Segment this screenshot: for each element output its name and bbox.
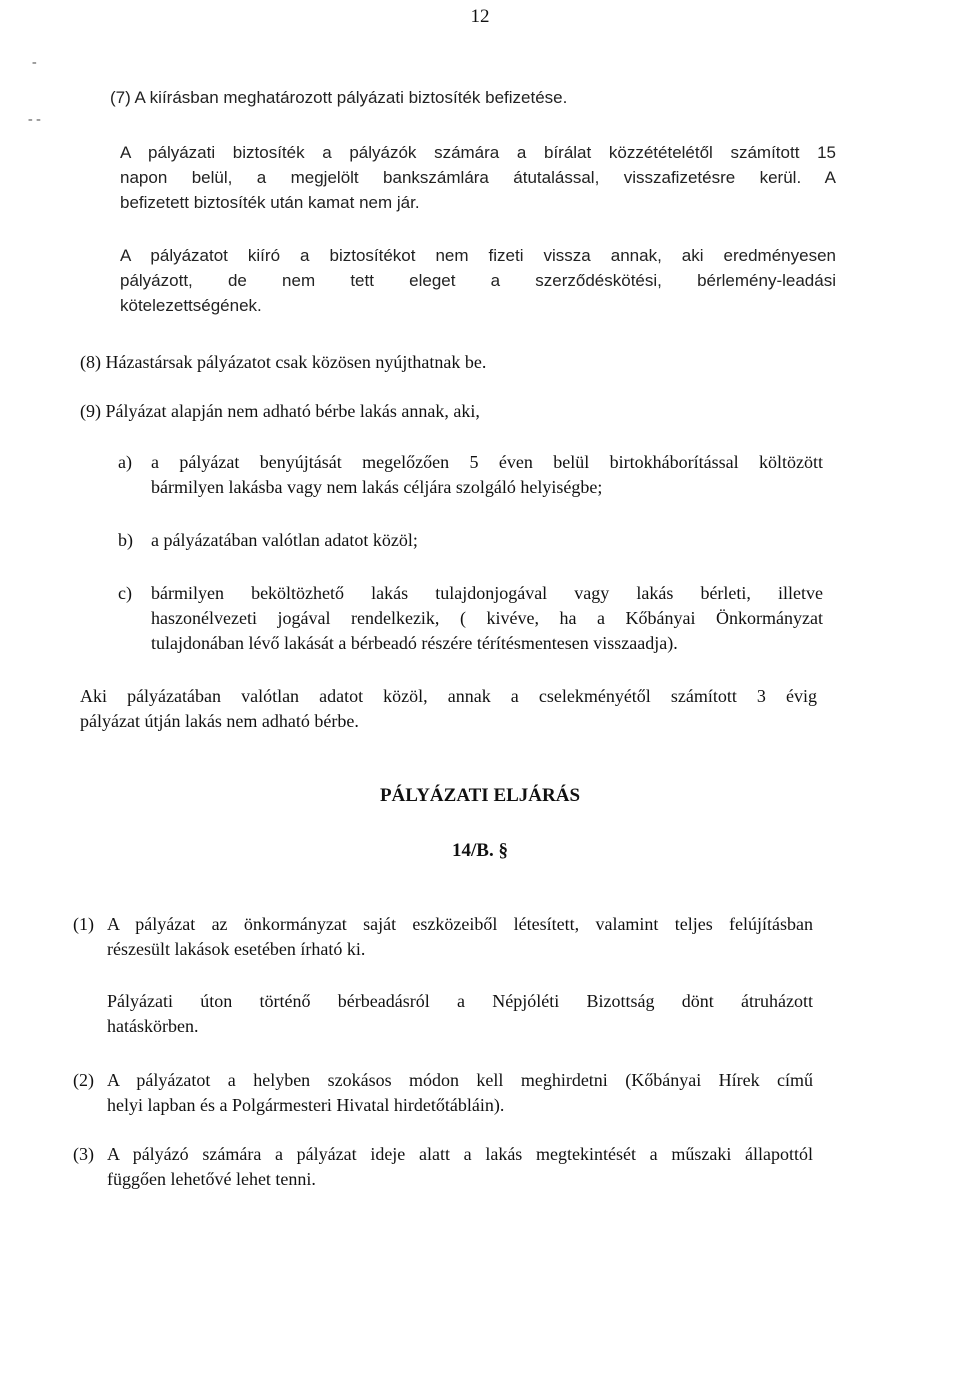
paragraph-8: (8) Házastársak pályázatot csak közösen nyújthatnak be. [80,352,487,372]
text-line: hatáskörben. [107,1016,199,1036]
text-line: A pályázati biztosíték a pályázók számára a bírálat közzétételétől számított 15 [120,143,836,162]
text-line: részesült lakások esetében írható ki. [107,939,366,959]
text-line: függően lehetővé lehet tenni. [107,1169,316,1189]
paragraph-7-title: (7) A kiírásban meghatározott pályázati biztosíték befizetése. [110,88,568,107]
item-c-text [151,581,823,656]
paragraph-7-text [120,140,836,215]
text-line: Pályázati úton történő bérbeadásról a Népjóléti Bizottság dönt átruházott [107,991,813,1011]
item-b-text: a pályázatában valótlan adatot közöl; [151,530,418,550]
item-c-label: c) [118,583,132,603]
section-number: 14/B. § [452,840,508,861]
text-line: bármilyen lakásba vagy nem lakás céljára szolgáló helyiségbe; [151,477,603,497]
paragraph-9-intro: (9) Pályázat alapján nem adható bérbe lakás annak, aki, [80,401,480,421]
scan-mark: - - [28,112,41,127]
item-2-number: (2) [73,1070,94,1090]
text-line: befizetett biztosíték után kamat nem jár. [120,193,420,212]
text-line: helyi lapban és a Polgármesteri Hivatal hirdetőtábláin). [107,1095,505,1115]
text-line: kötelezettségének. [120,296,262,315]
text-line: pályázott, de nem tett eleget a szerződéskötési, bérlemény-leadási [120,271,836,290]
item-3-text [107,1142,813,1192]
text-line: tulajdonában lévő lakását a bérbeadó részére térítésmentesen visszaadja). [151,633,678,653]
paragraph-sanction [80,684,817,734]
text-line: Aki pályázatában valótlan adatot közöl, annak a cselekményétől számított 3 évig [80,686,817,706]
text-line: A pályázat az önkormányzat saját eszközeiből létesített, valamint teljes felújításban [107,914,813,934]
item-1-text [107,912,813,962]
text-line: bármilyen beköltözhető lakás tulajdonjogával vagy lakás bérleti, illetve [151,583,823,603]
item-1-number: (1) [73,914,94,934]
text-line: A pályázatot kiíró a biztosítékot nem fizeti vissza annak, aki eredményesen [120,246,836,265]
item-3-number: (3) [73,1144,94,1164]
scan-mark: - [32,55,37,70]
paragraph-7-forfeit [120,243,836,318]
item-1-sub [107,989,813,1039]
item-2-text [107,1068,813,1118]
item-a-label: a) [118,452,132,472]
text-line: A pályázatot a helyben szokásos módon kell meghirdetni (Kőbányai Hírek című [107,1070,813,1090]
text-line: a pályázat benyújtását megelőzően 5 éven belül birtokháborítással költözött [151,452,823,472]
text-line: A pályázó számára a pályázat ideje alatt a lakás megtekintését a műszaki állapottól [107,1144,813,1164]
page-number: 12 [470,6,490,27]
text-line: napon belül, a megjelölt bankszámlára átutalással, visszafizetésre kerül. A [120,168,836,187]
text-line: pályázat útján lakás nem adható bérbe. [80,711,359,731]
item-a-text [151,450,823,500]
text-line: haszonélvezeti jogával rendelkezik, ( kivéve, ha a Kőbányai Önkormányzat [151,608,823,628]
section-heading: PÁLYÁZATI ELJÁRÁS [379,785,581,806]
item-b-label: b) [118,530,133,550]
